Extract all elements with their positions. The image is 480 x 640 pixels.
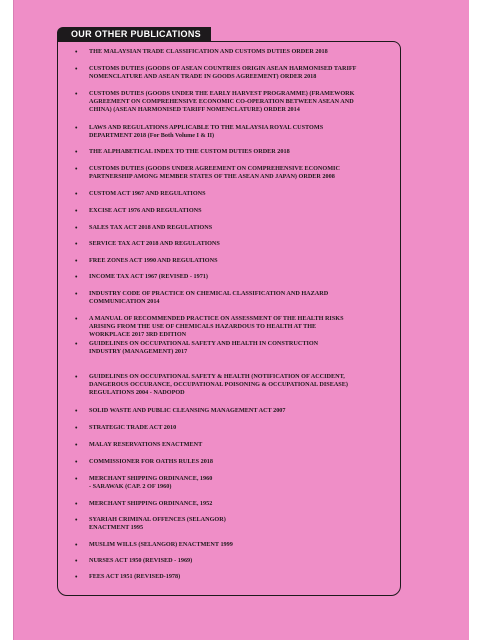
bullet-icon: • [75,124,78,132]
publication-title: MERCHANT SHIPPING ORDINANCE, 1952 [89,500,213,507]
publication-title: CUSTOMS DUTIES (GOODS UNDER THE EARLY HARVEST PROGRAMME) (FRAMEWORK AGREEMENT ON COMPREHENSIVE ECONOMIC CO-OPERATION BETWEEN ASEAN AND CHINA) (ASEAN HARMONISED TARIFF NOMENCLATURE) ORDER 2014 [89,90,355,113]
publication-title: EXCISE ACT 1976 AND REGULATIONS [89,207,202,214]
bullet-icon: • [75,407,78,415]
publication-title: NURSES ACT 1950 (REVISED - 1969) [89,557,193,564]
publication-title: FEES ACT 1951 (REVISED-1978) [89,573,181,580]
publication-title: SALES TAX ACT 2018 AND REGULATIONS [89,224,213,231]
publication-title: SERVICE TAX ACT 2018 AND REGULATIONS [89,240,220,247]
publication-title: THE ALPHABETICAL INDEX TO THE CUSTOM DUTIES ORDER 2018 [89,148,290,155]
publication-title: INDUSTRY CODE OF PRACTICE ON CHEMICAL CLASSIFICATION AND HAZARD COMMUNICATION 2014 [89,290,329,305]
bullet-icon: • [75,373,78,381]
bullet-icon: • [75,424,78,432]
publication-title: SYARIAH CRIMINAL OFFENCES (SELANGOR) ENACTMENT 1995 [89,516,226,531]
bullet-icon: • [75,340,78,348]
bullet-icon: • [75,516,78,524]
bullet-icon: • [75,90,78,98]
bullet-icon: • [75,257,78,265]
publication-title: A MANUAL OF RECOMMENDED PRACTICE ON ASSESSMENT OF THE HEALTH RISKS ARISING FROM THE USE OF CHEMICALS HAZARDOUS TO HEALTH AT THE WORKPLACE 2017 3RD EDITION [89,315,344,338]
bullet-icon: • [75,190,78,198]
publication-title: MERCHANT SHIPPING ORDINANCE, 1960 - SARAWAK (CAP. 2 OF 1960) [89,475,213,490]
publication-title: MALAY RESERVATIONS ENACTMENT [89,441,203,448]
bullet-icon: • [75,273,78,281]
publication-title: GUIDELINES ON OCCUPATIONAL SAFETY AND HEALTH IN CONSTRUCTION INDUSTRY (MANAGEMENT) 2017 [89,340,319,355]
publication-title: CUSTOM ACT 1967 AND REGULATIONS [89,190,206,197]
publication-title: THE MALAYSIAN TRADE CLASSIFICATION AND CUSTOMS DUTIES ORDER 2018 [89,48,328,55]
publication-title: CUSTOMS DUTIES (GOODS UNDER AGREEMENT ON COMPREHENSIVE ECONOMIC PARTNERSHIP AMONG MEMBER STATES OF THE ASEAN AND JAPAN) ORDER 2008 [89,165,340,180]
publication-title: SOLID WASTE AND PUBLIC CLEANSING MANAGEMENT ACT 2007 [89,407,286,414]
publication-title: COMMISSIONER FOR OATHS RULES 2018 [89,458,213,465]
publication-title: STRATEGIC TRADE ACT 2010 [89,424,177,431]
bullet-icon: • [75,224,78,232]
bullet-icon: • [75,290,78,298]
publication-title: FREE ZONES ACT 1990 AND REGULATIONS [89,257,218,264]
bullet-icon: • [75,475,78,483]
publication-title: MUSLIM WILLS (SELANGOR) ENACTMENT 1999 [89,541,233,548]
bullet-icon: • [75,240,78,248]
bullet-icon: • [75,165,78,173]
publication-title: INCOME TAX ACT 1967 (REVISED - 1971) [89,273,208,280]
bullet-icon: • [75,541,78,549]
bullet-icon: • [75,573,78,581]
bullet-icon: • [75,48,78,56]
bullet-icon: • [75,557,78,565]
bullet-icon: • [75,65,78,73]
bullet-icon: • [75,315,78,323]
publication-title: GUIDELINES ON OCCUPATIONAL SAFETY & HEALTH (NOTIFICATION OF ACCIDENT, DANGEROUS OCCURANCE, OCCUPATIONAL POISONING & OCCUPATIONAL DISEASE) REGULATIONS 2004 - NADOPOD [89,373,348,396]
bullet-icon: • [75,500,78,508]
publication-title: CUSTOMS DUTIES (GOODS OF ASEAN COUNTRIES ORIGIN ASEAN HARMONISED TARIFF NOMENCLATURE AND ASEAN TRADE IN GOODS AGREEMENT) ORDER 2018 [89,65,357,80]
bullet-icon: • [75,458,78,466]
bullet-icon: • [75,148,78,156]
bullet-icon: • [75,207,78,215]
bullet-icon: • [75,441,78,449]
section-title: OUR OTHER PUBLICATIONS [57,27,211,41]
publication-title: LAWS AND REGULATIONS APPLICABLE TO THE MALAYSIA ROYAL CUSTOMS DEPARTMENT 2018 (For Both Volume I & II) [89,124,324,139]
